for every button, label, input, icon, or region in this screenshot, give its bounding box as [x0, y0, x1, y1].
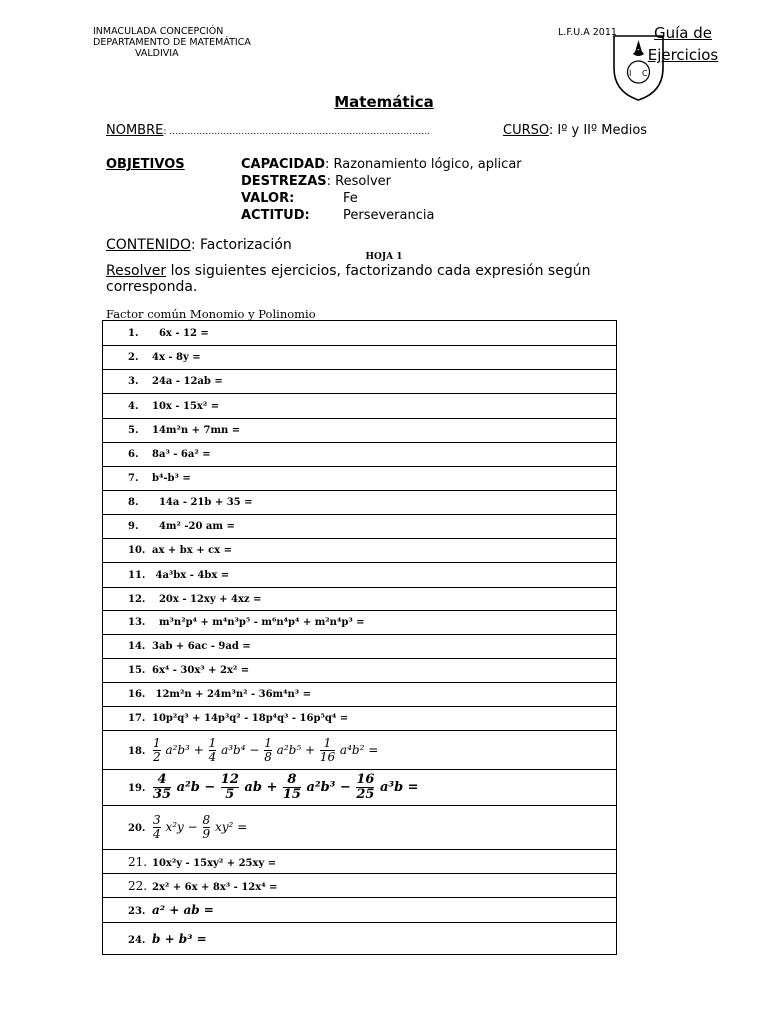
- fraction-denominator: 16: [319, 749, 336, 764]
- exercise-cell: [103, 588, 617, 611]
- exercise-expression: 10x²y - 15xy² + 25xy =: [152, 857, 277, 869]
- exercise-row: [103, 443, 617, 467]
- exercise-cell: [103, 707, 617, 731]
- fraction-denominator: 9: [202, 827, 211, 841]
- exercise-cell: [103, 635, 617, 659]
- exercise-row: [103, 539, 617, 563]
- objective-actitud-value: Perseverancia: [343, 208, 435, 223]
- exercise-row: [103, 659, 617, 683]
- section-title: Factor común Monomio y Polinomio: [106, 307, 316, 321]
- fraction-numerator: 8: [202, 813, 211, 828]
- expression-term: xy² =: [211, 820, 248, 834]
- fraction: [153, 773, 171, 801]
- exercise-expression: b + b³ =: [152, 931, 207, 946]
- exercise-cell: [103, 394, 617, 419]
- exercise-number: 21.: [128, 854, 148, 869]
- exercise-row: [103, 515, 617, 539]
- fraction-denominator: 4: [208, 749, 217, 764]
- exercise-expression: 4m² -20 am =: [152, 521, 235, 532]
- exercise-row: [103, 874, 617, 898]
- exercise-row: [103, 898, 617, 923]
- fraction-numerator: 16: [356, 772, 375, 788]
- instruction-line2: corresponda.: [106, 279, 198, 295]
- exercise-expression: 6x - 12 =: [152, 327, 209, 339]
- exercise-row: [103, 588, 617, 611]
- fraction-numerator: 1: [153, 735, 161, 750]
- exercise-cell: [103, 321, 617, 346]
- exercise-row: [103, 563, 617, 588]
- fraction-numerator: 1: [208, 735, 217, 750]
- page-title: Matemática: [334, 93, 434, 111]
- exercise-cell: [103, 467, 617, 491]
- exercise-number: 13.: [128, 617, 146, 628]
- objetivos-label: OBJETIVOS: [106, 157, 185, 172]
- fraction: [264, 737, 272, 763]
- exercise-row: [103, 321, 617, 346]
- exercise-row: [103, 611, 617, 635]
- exercise-number: 9.: [128, 521, 139, 532]
- exercise-table: [102, 320, 617, 955]
- objective-actitud-label: ACTITUD:: [241, 208, 310, 223]
- exercise-number: 14.: [128, 641, 146, 652]
- exercise-cell: [103, 370, 617, 394]
- expression-term: a²b⁵ +: [272, 742, 319, 757]
- expression-term: a²b³ +: [161, 742, 208, 757]
- exercise-expression: 3ab + 6ac - 9ad =: [152, 641, 251, 652]
- exercise-expression: 4a³bx - 4bx =: [152, 569, 230, 581]
- fraction-numerator: 3: [153, 813, 161, 828]
- expression-term: a³b⁴ −: [217, 742, 264, 757]
- exercise-number: 4.: [128, 400, 139, 412]
- exercise-number: 12.: [128, 593, 146, 605]
- exercise-cell: [103, 346, 617, 370]
- nombre-blank: : ……………………………………………………………………………: [163, 127, 431, 137]
- exercise-row: [103, 346, 617, 370]
- exercise-number: 8.: [128, 497, 139, 508]
- exercise-number: 19.: [128, 783, 146, 794]
- contenido-value: : Factorización: [190, 237, 292, 253]
- exercise-expression: [152, 772, 419, 802]
- expression-term: x²y −: [161, 820, 202, 834]
- exercise-number: 23.: [128, 906, 146, 917]
- instruction: [106, 263, 590, 295]
- exercise-number: 16.: [128, 689, 146, 700]
- expression-term: ab +: [239, 780, 282, 795]
- exercise-number: 24.: [128, 934, 146, 946]
- exercise-cell: [103, 874, 617, 898]
- fraction-numerator: 8: [283, 773, 301, 788]
- exercise-expression: 14a - 21b + 35 =: [152, 497, 253, 508]
- exercise-cell: [103, 491, 617, 515]
- exercise-expression: b⁴-b³ =: [152, 473, 191, 484]
- fraction: [283, 773, 301, 801]
- exercise-number: 10.: [128, 545, 146, 556]
- objective-label: DESTREZAS: [241, 174, 327, 189]
- exercise-cell: [103, 850, 617, 874]
- exercise-cell: [103, 539, 617, 563]
- exercise-row: [103, 394, 617, 419]
- exercise-expression: 8a³ - 6a² =: [152, 449, 211, 460]
- exercise-expression: [152, 735, 379, 764]
- exercise-cell: [103, 806, 617, 850]
- exercise-expression: 10x - 15x² =: [152, 400, 220, 412]
- nombre-label: NOMBRE: [106, 123, 164, 138]
- exercise-cell: [103, 770, 617, 806]
- exercise-cell: [103, 419, 617, 443]
- exercise-cell: [103, 731, 617, 770]
- exercise-expression: 2x² + 6x + 8x³ - 12x⁴ =: [152, 881, 278, 893]
- fraction: [153, 814, 161, 840]
- instruction-text: los siguientes ejercicios, factorizando cada expresión según: [166, 263, 591, 279]
- fraction-denominator: 15: [282, 787, 301, 802]
- crest-letter-i: I: [629, 69, 632, 78]
- fraction-denominator: 5: [225, 787, 235, 802]
- guide-title: Guía de Ejercicios: [647, 24, 719, 64]
- exercise-row: [103, 467, 617, 491]
- exercise-number: 20.: [128, 823, 146, 834]
- instruction-keyword: Resolver: [106, 263, 167, 279]
- objective-label: CAPACIDAD: [241, 157, 326, 172]
- city-name: VALDIVIA: [135, 48, 179, 59]
- exercise-row: [103, 635, 617, 659]
- nombre-field: [106, 123, 430, 138]
- exercise-row: [103, 707, 617, 731]
- exercise-number: 15.: [128, 665, 146, 676]
- fraction-numerator: 1: [264, 735, 272, 750]
- exercise-expression: 12m²n + 24m³n² - 36m⁴n³ =: [152, 689, 311, 700]
- exercise-expression: m³n²p⁴ + m⁴n³p⁵ - m⁶n⁴p⁴ + m²n⁴p³ =: [152, 617, 365, 628]
- exercise-number: 22.: [128, 878, 148, 893]
- exercise-expression: 10p²q³ + 14p³q² - 18p⁴q³ - 16p⁵q⁴ =: [152, 713, 349, 724]
- exercise-expression: ax + bx + cx =: [152, 545, 232, 556]
- expression-term: a²b −: [172, 780, 220, 795]
- objective-value: : Razonamiento lógico, aplicar: [325, 157, 522, 172]
- exercise-number: 5.: [128, 425, 139, 436]
- exercise-cell: [103, 515, 617, 539]
- objective-capacidad: [241, 157, 522, 172]
- exercise-cell: [103, 443, 617, 467]
- document-code: L.F.U.A 2011: [558, 27, 617, 38]
- fraction-denominator: 4: [153, 827, 161, 841]
- exercise-number: 17.: [128, 713, 146, 724]
- department-name: DEPARTAMENTO DE MATEMÁTICA: [93, 37, 251, 48]
- fraction: [320, 737, 335, 763]
- fraction-denominator: 25: [356, 787, 375, 802]
- fraction-denominator: 2: [153, 749, 161, 764]
- exercise-number: 18.: [128, 745, 146, 757]
- school-name: INMACULADA CONCEPCIÓN: [93, 26, 224, 37]
- exercise-expression: a² + ab =: [152, 903, 214, 917]
- exercise-number: 6.: [128, 449, 139, 460]
- expression-term: a²b³ −: [301, 780, 356, 795]
- contenido: [106, 237, 292, 253]
- objective-valor-value: Fe: [343, 191, 358, 206]
- fraction-denominator: 35: [153, 787, 172, 802]
- fraction-numerator: 12: [220, 772, 239, 788]
- exercise-cell: [103, 898, 617, 923]
- exercise-row: [103, 419, 617, 443]
- exercise-number: 1.: [128, 327, 139, 339]
- exercise-row: [103, 850, 617, 874]
- exercise-cell: [103, 563, 617, 588]
- exercise-row: [103, 731, 617, 770]
- objective-destrezas: [241, 174, 391, 189]
- exercise-expression: [152, 813, 248, 841]
- exercise-row: [103, 770, 617, 806]
- fraction: [209, 737, 217, 763]
- curso-value: : Iº y IIº Medios: [548, 123, 648, 138]
- school-header: [93, 26, 251, 59]
- exercise-row: [103, 370, 617, 394]
- exercise-cell: [103, 683, 617, 707]
- fraction: [221, 773, 239, 801]
- objective-value: : Resolver: [326, 174, 391, 189]
- curso-label: CURSO: [503, 123, 549, 138]
- fraction-numerator: 4: [153, 773, 171, 788]
- exercise-row: [103, 683, 617, 707]
- crest-letter-c: C: [642, 69, 648, 78]
- fraction: [356, 773, 374, 801]
- exercise-row: [103, 923, 617, 955]
- expression-term: a⁴b² =: [336, 742, 379, 757]
- expression-term: a³b =: [375, 780, 419, 795]
- exercise-expression: 6x⁴ - 30x³ + 2x² =: [152, 665, 250, 676]
- exercise-row: [103, 491, 617, 515]
- exercise-number: 7.: [128, 473, 139, 484]
- exercise-number: 11.: [128, 569, 146, 581]
- exercise-number: 2.: [128, 352, 139, 363]
- exercise-expression: 20x - 12xy + 4xz =: [152, 593, 262, 605]
- curso-field: [503, 123, 647, 138]
- sheet-label: HOJA 1: [365, 252, 403, 262]
- fraction: [153, 737, 161, 763]
- exercise-row: [103, 806, 617, 850]
- objective-valor-label: VALOR:: [241, 191, 295, 206]
- exercise-expression: 24a - 12ab =: [152, 376, 223, 387]
- fraction-denominator: 8: [264, 749, 272, 764]
- exercise-expression: 14m²n + 7mn =: [152, 425, 241, 436]
- exercise-cell: [103, 611, 617, 635]
- fraction: [203, 814, 211, 840]
- exercise-expression: 4x - 8y =: [152, 352, 201, 363]
- exercise-cell: [103, 923, 617, 955]
- exercise-cell: [103, 659, 617, 683]
- contenido-label: CONTENIDO: [106, 237, 191, 253]
- fraction-numerator: 1: [320, 737, 335, 751]
- exercise-number: 3.: [128, 376, 139, 387]
